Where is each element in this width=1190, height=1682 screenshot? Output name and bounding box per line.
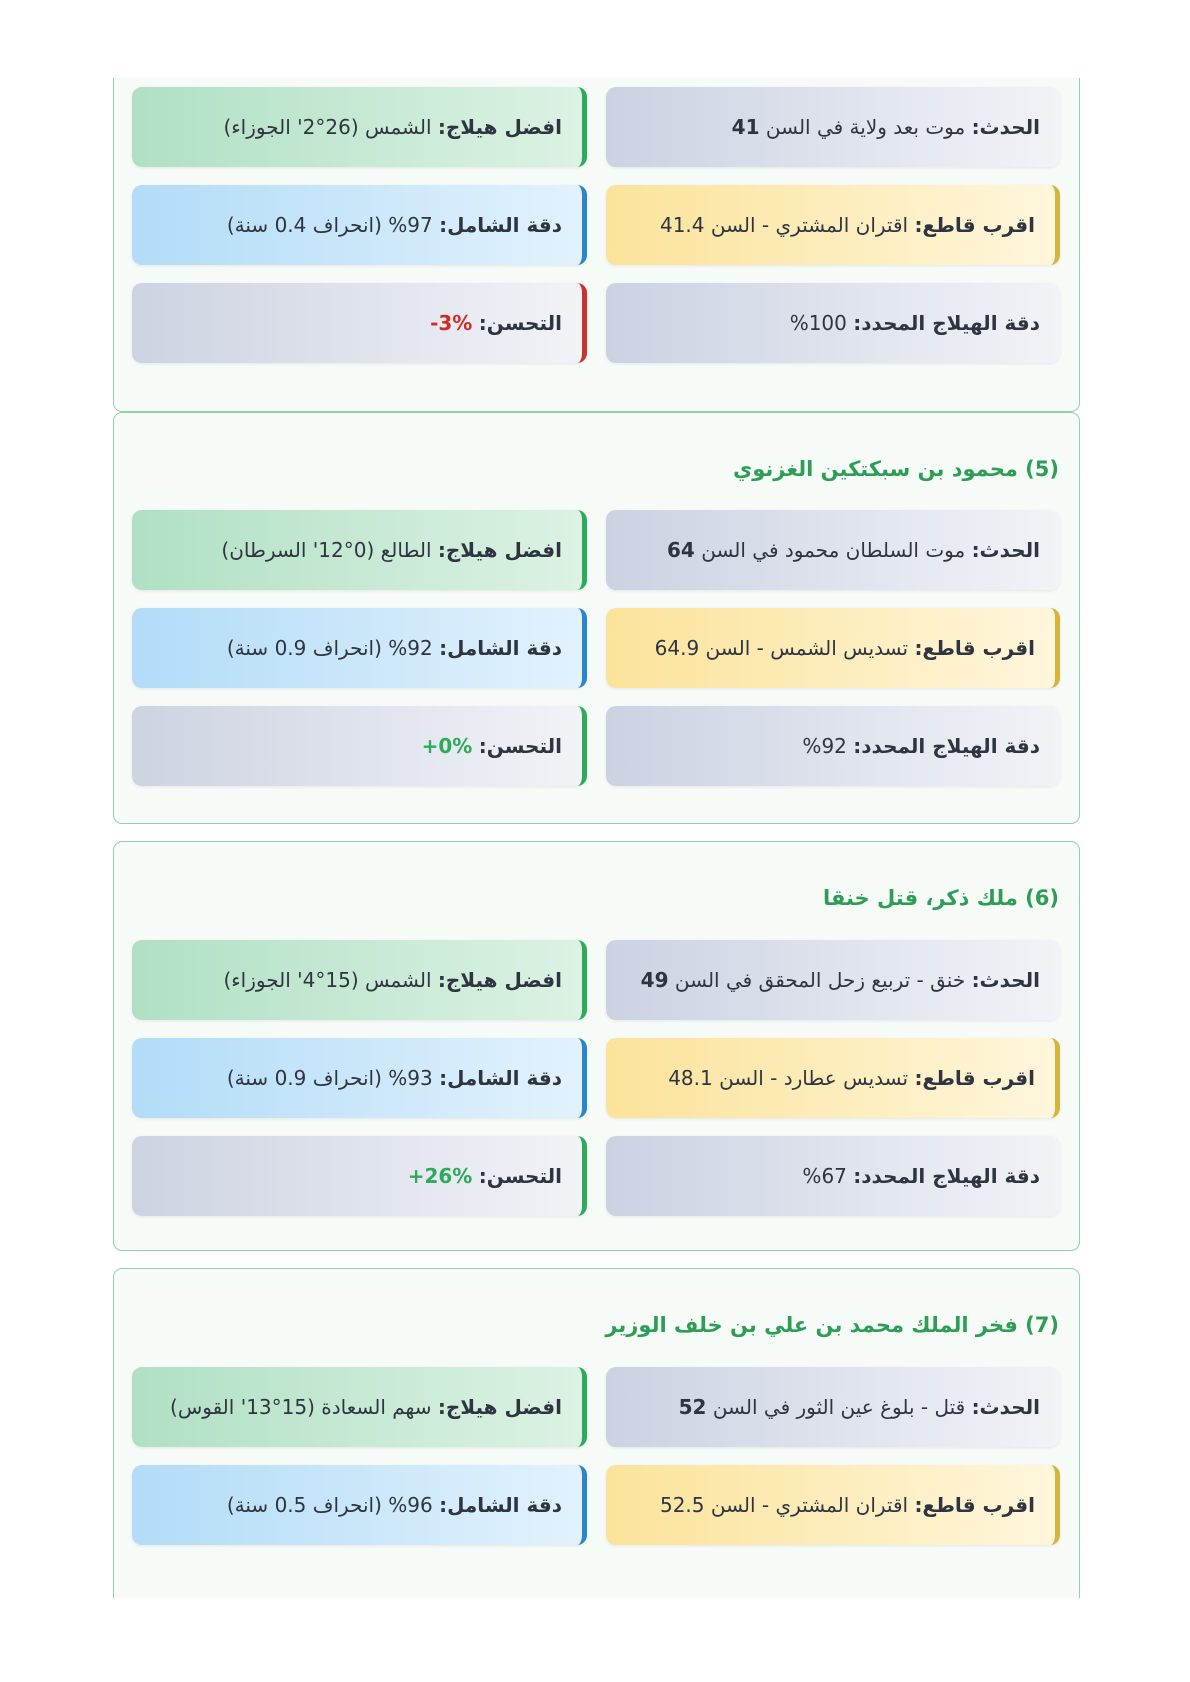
improvement-value: -3%	[430, 311, 473, 335]
event-text: موت السلطان محمود في السن	[701, 538, 966, 562]
specified-accuracy-label: دقة الهيلاج المحدد:	[853, 734, 1040, 758]
closest-cut-value: تسديس عطارد - السن 48.1	[668, 1066, 909, 1090]
best-hyleg-card	[132, 510, 587, 590]
closest-cut-label: اقرب قاطع:	[914, 213, 1035, 237]
best-hyleg-value: الشمس (26°2' الجوزاء)	[223, 115, 432, 139]
closest-cut-label: اقرب قاطع:	[914, 1066, 1035, 1090]
event-label: الحدث:	[971, 115, 1040, 139]
specified-accuracy-value: 100%	[789, 311, 847, 335]
closest-cut-card	[606, 1465, 1060, 1545]
event-age: 41	[731, 115, 760, 139]
specified-accuracy-card	[606, 283, 1060, 363]
comprehensive-accuracy-card	[132, 185, 587, 265]
improvement-label: التحسن:	[478, 734, 562, 758]
event-label: الحدث:	[971, 1395, 1040, 1419]
specified-accuracy-value: 67%	[802, 1164, 847, 1188]
comprehensive-accuracy-value: 97% (انحراف 0.4 سنة)	[226, 213, 433, 237]
comprehensive-accuracy-card	[132, 608, 587, 688]
specified-accuracy-value: 92%	[802, 734, 847, 758]
event-age: 64	[667, 538, 695, 562]
closest-cut-card	[606, 608, 1060, 688]
best-hyleg-label: افضل هيلاج:	[437, 968, 562, 992]
event-card	[606, 940, 1060, 1020]
result-section-7	[113, 1268, 1080, 1598]
improvement-value: +0%	[421, 734, 473, 758]
specified-accuracy-label: دقة الهيلاج المحدد:	[853, 311, 1040, 335]
best-hyleg-label: افضل هيلاج:	[437, 1395, 562, 1419]
result-section-6	[113, 841, 1080, 1251]
best-hyleg-value: الشمس (15°4' الجوزاء)	[223, 968, 432, 992]
event-text: قتل - بلوغ عين الثور في السن	[712, 1395, 966, 1419]
improvement-label: التحسن:	[478, 311, 562, 335]
comprehensive-accuracy-label: دقة الشامل:	[439, 636, 562, 660]
comprehensive-accuracy-label: دقة الشامل:	[439, 1066, 562, 1090]
specified-accuracy-label: دقة الهيلاج المحدد:	[853, 1164, 1040, 1188]
section-title: (7) فخر الملك محمد بن علي بن خلف الوزير	[605, 1313, 1059, 1337]
event-age: 49	[640, 968, 669, 992]
best-hyleg-value: سهم السعادة (15°13' القوس)	[170, 1395, 432, 1419]
comprehensive-accuracy-label: دقة الشامل:	[439, 213, 562, 237]
event-card	[606, 510, 1060, 590]
improvement-value: +26%	[407, 1164, 473, 1188]
section-title: (6) ملك ذكر، قتل خنقا	[822, 886, 1059, 910]
closest-cut-value: تسديس الشمس - السن 64.9	[654, 636, 909, 660]
comprehensive-accuracy-label: دقة الشامل:	[439, 1493, 562, 1517]
improvement-card	[132, 706, 587, 786]
closest-cut-value: اقتران المشتري - السن 41.4	[659, 213, 909, 237]
best-hyleg-card	[132, 87, 587, 167]
improvement-card	[132, 283, 587, 363]
comprehensive-accuracy-value: 93% (انحراف 0.9 سنة)	[226, 1066, 433, 1090]
best-hyleg-label: افضل هيلاج:	[437, 115, 562, 139]
specified-accuracy-card	[606, 706, 1060, 786]
event-text: خنق - تربيع زحل المحقق في السن	[674, 968, 966, 992]
event-card	[606, 87, 1060, 167]
closest-cut-label: اقرب قاطع:	[914, 636, 1035, 660]
comprehensive-accuracy-card	[132, 1465, 587, 1545]
event-label: الحدث:	[971, 538, 1040, 562]
comprehensive-accuracy-card	[132, 1038, 587, 1118]
result-section-4	[113, 78, 1080, 412]
best-hyleg-card	[132, 940, 587, 1020]
closest-cut-value: اقتران المشتري - السن 52.5	[659, 1493, 909, 1517]
comprehensive-accuracy-value: 96% (انحراف 0.5 سنة)	[226, 1493, 433, 1517]
event-age: 52	[678, 1395, 707, 1419]
improvement-card	[132, 1136, 587, 1216]
closest-cut-card	[606, 185, 1060, 265]
event-label: الحدث:	[971, 968, 1040, 992]
result-section-5	[113, 412, 1080, 824]
comprehensive-accuracy-value: 92% (انحراف 0.9 سنة)	[226, 636, 433, 660]
improvement-label: التحسن:	[478, 1164, 562, 1188]
closest-cut-card	[606, 1038, 1060, 1118]
best-hyleg-value: الطالع (0°12' السرطان)	[221, 538, 432, 562]
event-text: موت بعد ولاية في السن	[765, 115, 966, 139]
section-title: (5) محمود بن سبكتكين الغزنوي	[732, 457, 1059, 481]
best-hyleg-label: افضل هيلاج:	[437, 538, 562, 562]
closest-cut-label: اقرب قاطع:	[914, 1493, 1035, 1517]
best-hyleg-card	[132, 1367, 587, 1447]
event-card	[606, 1367, 1060, 1447]
specified-accuracy-card	[606, 1136, 1060, 1216]
